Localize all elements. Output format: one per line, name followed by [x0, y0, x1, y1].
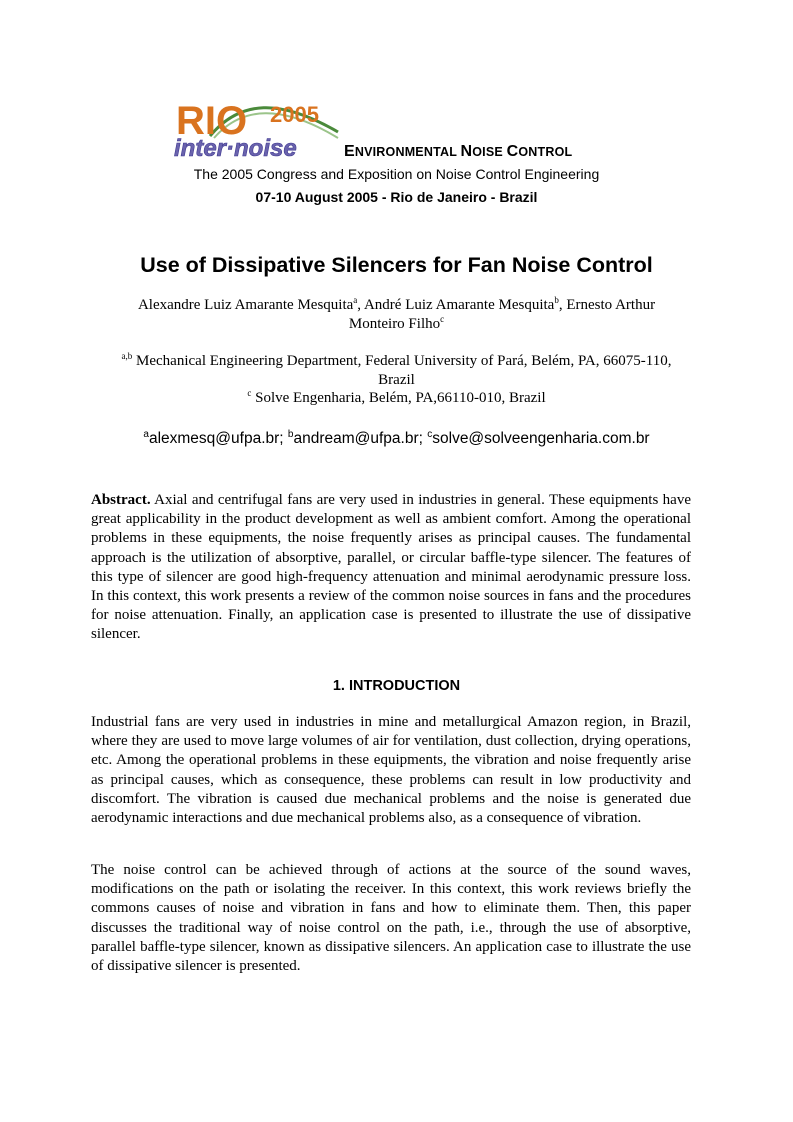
abstract-text: Axial and centrifugal fans are very used in industries in general. These equipments have great applicability in the product development as well as ambient comfort. Among the operational problems in these equipments, the noise frequently arises as principal causes. The fundamental approach is the utilization of absorptive, parallel, or circular baffle-type silencer. The features of this type of silencer are good high-frequency attenuation and minimal aerodynamic pressure loss. In this context, this work presents a review of the common noise sources in fans and the procedures for noise attenuation. Finally, an application case is presented to illustrate the use of dissipative silencer.: [91, 492, 691, 643]
authors-line-2: Monteiro Filho$^c$: [348, 314, 445, 332]
rio-2005-internoise-logo: [170, 92, 340, 160]
logo-year-text: 2005: [270, 102, 319, 127]
affiliation-c: $^c$ Solve Engenharia, Belém, PA,66110-010, Brazil: [247, 388, 546, 406]
section-heading-introduction: 1. INTRODUCTION: [332, 678, 461, 694]
affiliation-ab-line-2: Brazil: [378, 372, 415, 388]
email-c[interactable]: solve@solveengenharia.com.br: [432, 430, 650, 447]
abstract-paragraph: [91, 491, 691, 645]
introduction-paragraph-1: Industrial fans are very used in industries in mine and metallurgical Amazon region, in Brazil, where they are used to move large volumes of air for ventilation, dust collection, drying operations, etc. Among the operational problems in these equipments, the vibration and noise frequently arise as principal causes, which as consequence, these problems can result in low productivity and discomfort. The vibration is caused due mechanical problems and the noise is generated due aerodynamic interactions and due mechanical problems also, as a consequence of vibration.: [91, 714, 691, 827]
introduction-paragraph-2: The noise control can be achieved through of actions at the source of the sound waves, modifications on the path or isolating the receiver. In this context, this work reviews briefly the commons causes of noise and vibration in fans and how to eliminate them. Then, this paper discusses the traditional way of noise control on the path, i.e., through the use of absorptive, parallel baffle-type silencer, known as dissipative silencers. An application case to illustrate the use of dissipative silencer is presented.: [91, 862, 691, 975]
paper-title: Use of Dissipative Silencers for Fan Noise Control: [140, 253, 653, 277]
email-b[interactable]: andream@ufpa.br;: [293, 430, 428, 447]
affiliation-ab-line-1: $^{a,b}$ Mechanical Engineering Department, Federal University of Pará, Belém, PA, 66075-110,: [121, 351, 672, 369]
abstract-label: Abstract.: [91, 492, 151, 508]
logo-brand-text: inter·noise: [174, 135, 297, 160]
conference-theme-title: ENVIRONMENTAL NOISE CONTROL: [344, 143, 573, 160]
conference-subtitle: The 2005 Congress and Exposition on Noise Control Engineering: [193, 166, 600, 182]
authors-line-1: Alexandre Luiz Amarante Mesquita$^a$, André Luiz Amarante Mesquita$^b$, Ernesto Arthur: [137, 295, 656, 313]
email-a[interactable]: alexmesq@ufpa.br;: [148, 430, 288, 447]
author-emails: $^a$alexmesq@ufpa.br; $^b$andream@ufpa.br; $^c$solve@solveengenharia.com.br: [143, 429, 650, 447]
conference-date-location: 07-10 August 2005 - Rio de Janeiro - Brazil: [255, 189, 538, 205]
logo-rio-text: RIO: [176, 99, 248, 143]
